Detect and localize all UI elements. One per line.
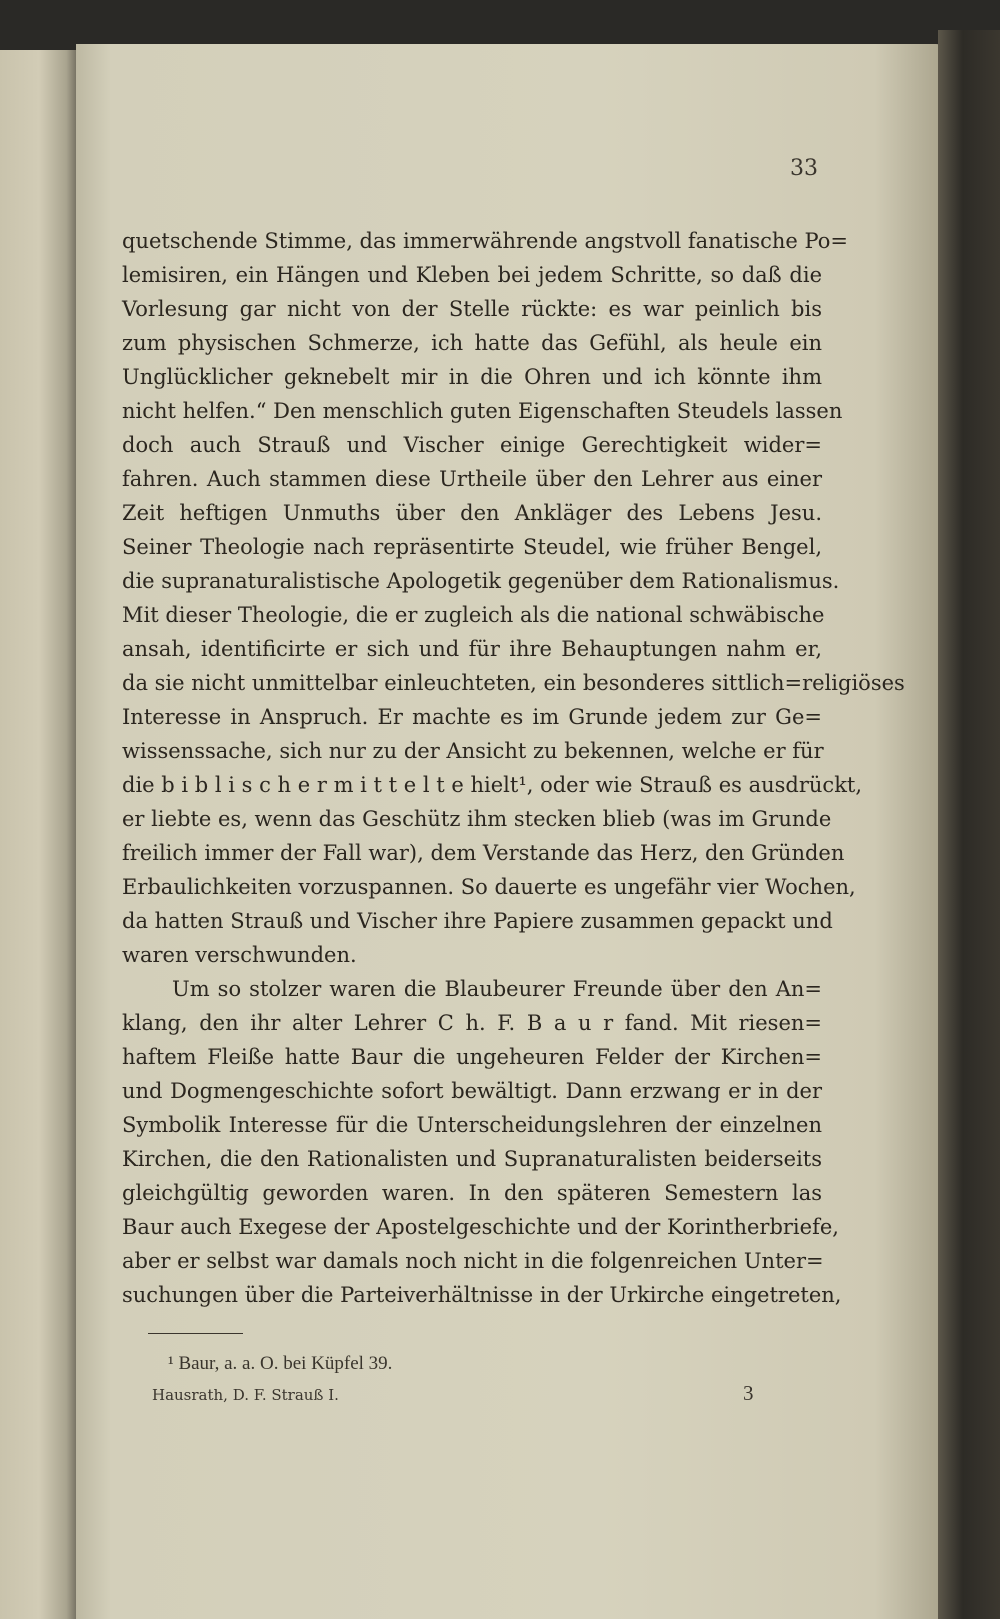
- printer-signature: Hausrath, D. F. Strauß I.: [152, 1386, 339, 1404]
- text-line: da sie nicht unmittelbar einleuchteten, ein besonderes sittlich=religiöses: [122, 671, 905, 695]
- text-line: da hatten Strauß und Vischer ihre Papiere zusammen gepackt und: [122, 909, 833, 933]
- text-line: klang, den ihr alter Lehrer C h. F. B a u r fand. Mit riesen=: [122, 1011, 822, 1035]
- footnote-rule: [148, 1333, 243, 1334]
- text-line: er liebte es, wenn das Geschütz ihm stecken blieb (was im Grunde: [122, 807, 832, 831]
- text-line: Symbolik Interesse für die Unterscheidungslehren der einzelnen: [122, 1113, 822, 1137]
- text-line: quetschende Stimme, das immerwährende angstvoll fanatische Po=: [122, 229, 849, 253]
- text-line: Kirchen, die den Rationalisten und Supranaturalisten beiderseits: [122, 1147, 822, 1171]
- text-line: Seiner Theologie nach repräsentirte Steudel, wie früher Bengel,: [122, 535, 822, 559]
- text-line: Interesse in Anspruch. Er machte es im Grunde jedem zur Ge=: [122, 705, 822, 729]
- text-line: Unglücklicher geknebelt mir in die Ohren und ich könnte ihm: [122, 365, 822, 389]
- footnote: ¹ Baur, a. a. O. bei Küpfel 39.: [168, 1353, 393, 1374]
- text-line: doch auch Strauß und Vischer einige Gerechtigkeit wider=: [122, 433, 822, 457]
- text-line: zum physischen Schmerze, ich hatte das Gefühl, als heule ein: [122, 331, 822, 355]
- text-line: wissenssache, sich nur zu der Ansicht zu bekennen, welche er für: [122, 739, 824, 763]
- text-line: und Dogmengeschichte sofort bewältigt. Dann erzwang er in der: [122, 1079, 822, 1103]
- book-binding: [938, 30, 1000, 1619]
- text-line: suchungen über die Parteiverhältnisse in der Urkirche eingetreten,: [122, 1283, 842, 1307]
- text-line: Um so stolzer waren die Blaubeurer Freunde über den An=: [172, 977, 822, 1001]
- text-line: gleichgültig geworden waren. In den späteren Semestern las: [122, 1181, 822, 1205]
- text-line: waren verschwunden.: [122, 943, 357, 967]
- text-line: Vorlesung gar nicht von der Stelle rückte: es war peinlich bis: [122, 297, 822, 321]
- text-line: Zeit heftigen Unmuths über den Ankläger des Lebens Jesu.: [122, 501, 822, 525]
- text-line: fahren. Auch stammen diese Urtheile über den Lehrer aus einer: [122, 467, 822, 491]
- text-line: die supranaturalistische Apologetik gegenüber dem Rationalismus.: [122, 569, 840, 593]
- text-line: Erbaulichkeiten vorzuspannen. So dauerte es ungefähr vier Wochen,: [122, 875, 856, 899]
- facing-page-edge: [0, 50, 78, 1619]
- text-line: aber er selbst war damals noch nicht in die folgenreichen Unter=: [122, 1249, 824, 1273]
- text-line: haftem Fleiße hatte Baur die ungeheuren Felder der Kirchen=: [122, 1045, 822, 1069]
- text-line: freilich immer der Fall war), dem Verstande das Herz, den Gründen: [122, 841, 845, 865]
- text-line: Mit dieser Theologie, die er zugleich als die national schwäbische: [122, 603, 825, 627]
- text-line: Baur auch Exegese der Apostelgeschichte und der Korintherbriefe,: [122, 1215, 839, 1239]
- signature-number: 3: [743, 1381, 754, 1405]
- text-line: die b i b l i s c h e r m i t t e l t e hielt¹, oder wie Strauß es ausdrückt,: [122, 773, 863, 797]
- text-line: ansah, identificirte er sich und für ihre Behauptungen nahm er,: [122, 637, 822, 661]
- text-line: nicht helfen.“ Den menschlich guten Eigenschaften Steudels lassen: [122, 399, 843, 423]
- page-number: 33: [790, 156, 818, 181]
- text-line: lemisiren, ein Hängen und Kleben bei jedem Schritte, so daß die: [122, 263, 822, 287]
- body-text: [122, 224, 905, 1312]
